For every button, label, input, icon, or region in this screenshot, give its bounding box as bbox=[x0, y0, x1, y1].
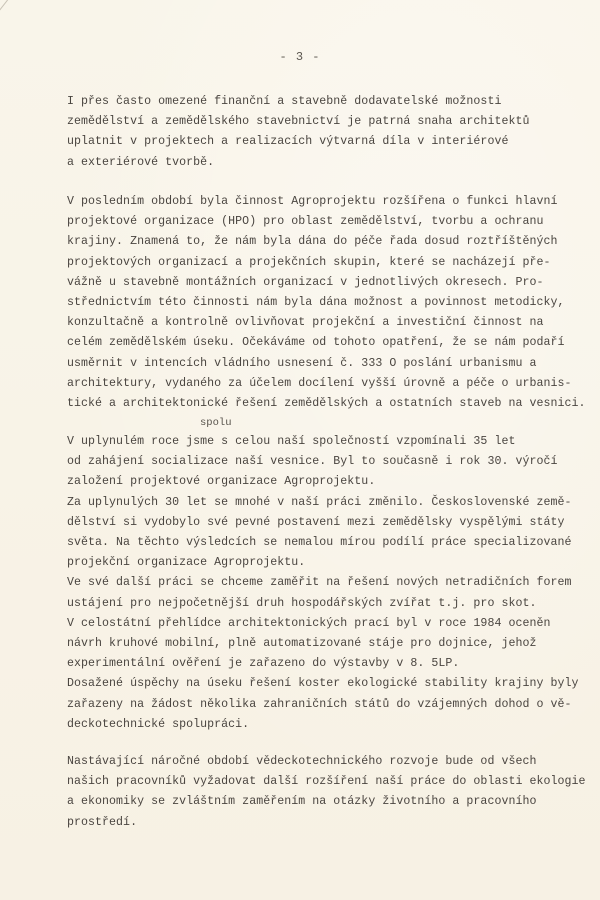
text-line: založení projektové organizace Agroprojektu. bbox=[67, 475, 376, 489]
text-line: projektové organizace (HPO) pro oblast zemědělství, tvorbu a ochranu bbox=[67, 215, 544, 229]
text-line: krajiny. Znamená to, že nám byla dána do péče řada dosud roztříštěných bbox=[67, 235, 558, 249]
text-line: našich pracovníků vyžadovat další rozšíření naší práce do oblasti ekologie bbox=[67, 775, 586, 789]
text-line: projekční organizace Agroprojektu. bbox=[67, 556, 306, 570]
text-line: střednictvím této činnosti nám byla dána možnost a povinnost metodicky, bbox=[67, 296, 565, 310]
text-line: zemědělství a zemědělského stavebnictví je patrná snaha architektů bbox=[67, 115, 530, 129]
corner-fold-mark bbox=[0, 0, 27, 23]
text-line: vážně u stavebně montážních organizací v jednotlivých okresech. Pro- bbox=[67, 275, 544, 289]
paragraph-4 bbox=[67, 752, 600, 833]
text-line: návrh kruhové mobilní, plně automatizované stáje pro dojnice, jehož bbox=[67, 637, 537, 651]
text-line: tické a architektonické řešení zemědělských a ostatních staveb na vesnici. bbox=[67, 397, 586, 411]
text-line: V posledním období byla činnost Agroprojektu rozšířena o funkci hlavní bbox=[67, 195, 558, 208]
text-line: světa. Na těchto výsledcích se nemalou mírou podílí práce specializované bbox=[67, 536, 572, 550]
text-line: Dosažené úspěchy na úseku řešení koster ekologické stability krajiny byly bbox=[67, 677, 579, 691]
text-line: prostředí. bbox=[67, 815, 138, 829]
text-line: projektových organizací a projekčních skupin, které se nacházejí pře- bbox=[67, 255, 551, 269]
text-line: usměrnit v intencích vládního usnesení č. 333 O poslání urbanismu a bbox=[67, 356, 537, 370]
text-line: celém zemědělském úseku. Očekáváme od tohoto opatření, že se nám podaří bbox=[67, 336, 565, 350]
text-line: V celostátní přehlídce architektonických prací byl v roce 1984 oceněn bbox=[67, 616, 551, 630]
text-line: a exteriérové tvorbě. bbox=[67, 155, 215, 169]
text-line: I přes často omezené finanční a stavebně dodavatelské možnosti bbox=[67, 95, 502, 108]
page-number: - 3 - bbox=[279, 50, 321, 64]
text-line: Za uplynulých 30 let se mnohé v naší práci změnilo. Československé země- bbox=[67, 495, 572, 509]
text-line: zařazeny na žádost několika zahraničních států do vzájemných dohod o vě- bbox=[67, 697, 572, 711]
text-line: ustájení pro nejpočetnější druh hospodářských zvířat t.j. pro skot. bbox=[67, 596, 537, 610]
text-line: dělství si vydobylo své pevné postavení mezi zemědělsky vyspělými státy bbox=[67, 515, 565, 529]
paragraph-2 bbox=[67, 192, 600, 414]
text-line: uplatnit v projektech a realizacích výtvarná díla v interiérové bbox=[67, 135, 509, 149]
paragraph-3 bbox=[67, 432, 600, 735]
text-line: architektury, vydaného za účelem docílení vyšší úrovně a péče o urbanis- bbox=[67, 376, 572, 390]
text-line: deckotechnické spolupráci. bbox=[67, 717, 250, 731]
text-line: Nastávající náročné období vědeckotechnického rozvoje bude od všech bbox=[67, 755, 537, 768]
paragraph-1 bbox=[67, 92, 600, 173]
inserted-word-spolu: spolu bbox=[200, 417, 232, 429]
text-line: Ve své další práci se chceme zaměřit na řešení nových netradičních forem bbox=[67, 576, 572, 590]
text-line: a ekonomiky se zvláštním zaměřením na otázky životního a pracovního bbox=[67, 795, 537, 809]
text-line: od zahájení socializace naší vesnice. Byl to současně i rok 30. výročí bbox=[67, 455, 558, 469]
text-line: experimentální ověření je zařazeno do výstavby v 8. 5LP. bbox=[67, 657, 460, 671]
text-line: konzultačně a kontrolně ovlivňovat projekční a investiční činnost na bbox=[67, 316, 544, 330]
text-line: V uplynulém roce jsme s celou naší společností vzpomínali 35 let bbox=[67, 435, 516, 448]
